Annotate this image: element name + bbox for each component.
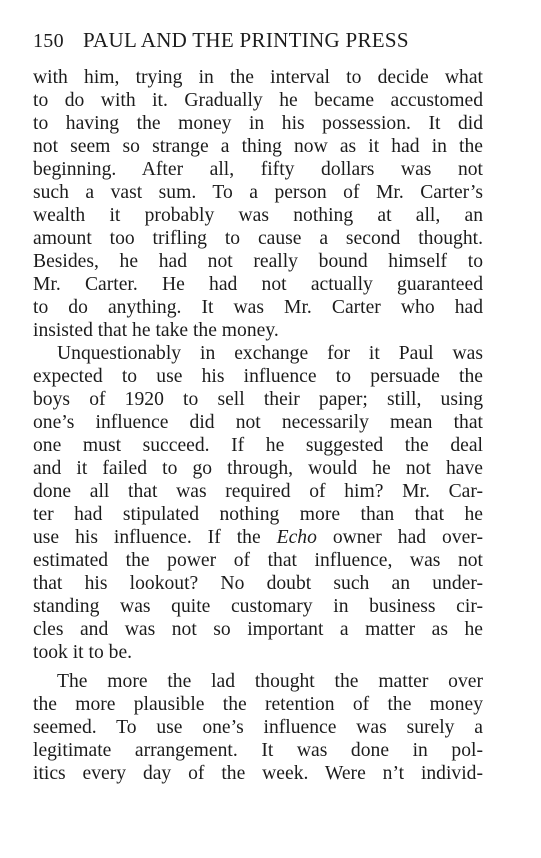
text-line: with him, trying in the interval to decide what	[33, 67, 483, 88]
text-line: estimated the power of that influence, was not	[33, 550, 483, 571]
italic-newspaper-name: Echo	[276, 527, 317, 548]
text-line: that his lookout? No doubt such an under-	[33, 573, 483, 594]
text-line: ter had stipulated nothing more than that he	[33, 504, 483, 525]
text-line: Besides, he had not really bound himself to	[33, 251, 483, 272]
text-line: itics every day of the week. Were n’t individ-	[33, 763, 483, 784]
text-line: and it failed to go through, would he not have	[33, 458, 483, 479]
text-line-with-italic: use his influence. If the Echo owner had over-	[33, 527, 483, 548]
text-line: to do with it. Gradually he became accustomed	[33, 90, 483, 111]
text-line: one’s influence did not necessarily mean that	[33, 412, 483, 433]
text-line: Unquestionably in exchange for it Paul was	[57, 343, 483, 364]
text-line: one must succeed. If he suggested the deal	[33, 435, 483, 456]
text-line: beginning. After all, fifty dollars was not	[33, 159, 483, 180]
running-title: PAUL AND THE PRINTING PRESS	[83, 28, 409, 52]
text-line: to having the money in his possession. It did	[33, 113, 483, 134]
text-line: standing was quite customary in business cir-	[33, 596, 483, 617]
text-line: the more plausible the retention of the money	[33, 694, 483, 715]
text-line: expected to use his influence to persuade the	[33, 366, 483, 387]
text-line: cles and was not so important a matter as he	[33, 619, 483, 640]
text-line: seemed. To use one’s influence was surely a	[33, 717, 483, 738]
text-line: not seem so strange a thing now as it had in the	[33, 136, 483, 157]
body-text	[33, 66, 483, 785]
text-line: to do anything. It was Mr. Carter who had	[33, 297, 483, 318]
text-line: done all that was required of him? Mr. Car-	[33, 481, 483, 502]
text-line: legitimate arrangement. It was done in pol-	[33, 740, 483, 761]
text-line: wealth it probably was nothing at all, an	[33, 205, 483, 226]
text-line: insisted that he take the money.	[33, 320, 279, 341]
page-number: 150	[33, 30, 64, 52]
running-header	[33, 28, 483, 56]
text-line: such a vast sum. To a person of Mr. Carter’s	[33, 182, 483, 203]
text-line: Mr. Carter. He had not actually guaranteed	[33, 274, 483, 295]
text-line: The more the lad thought the matter over	[57, 671, 483, 692]
text-line: boys of 1920 to sell their paper; still, using	[33, 389, 483, 410]
text-line: took it to be.	[33, 642, 133, 663]
text-line: amount too trifling to cause a second thought.	[33, 228, 483, 249]
